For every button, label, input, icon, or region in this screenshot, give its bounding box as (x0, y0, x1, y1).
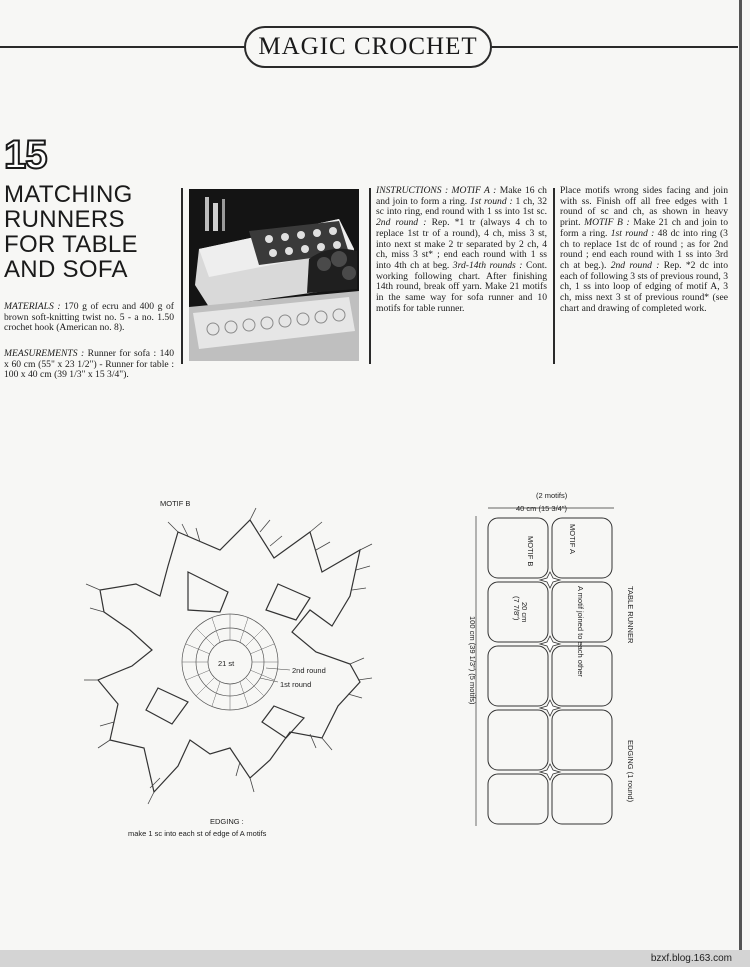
motif-b-stars (540, 572, 560, 780)
round-label: 2nd round : (610, 259, 660, 271)
edging-note: make 1 sc into each st of edge of A motifs (128, 829, 267, 838)
joined-note: A motif joined to each other (576, 586, 585, 677)
motifs-count-note: (2 motifs) (536, 491, 568, 500)
instructions-text: 1 ch, 32 sc into ring, end round with 1 ss into 1st sc. (376, 195, 547, 218)
instructions-column-1 (376, 186, 547, 314)
round-label: 1st round : (470, 195, 513, 207)
motif-size-inches: (7 7/8") (512, 596, 521, 621)
header-banner (244, 26, 492, 68)
motif-a-label: INSTRUCTIONS : MOTIF A : (376, 185, 497, 196)
materials-body: 170 g of ecru and 400 g of brown soft-knitting twist no. 5 - a no. 1.50 crochet hook (American no. 8). (4, 301, 174, 334)
round-label: 1st round : (610, 227, 655, 239)
pattern-title (4, 182, 174, 282)
runner-photo (189, 189, 359, 361)
instructions-text: Cont. working following chart. After finishing 14th round, break off yarn. Make 21 motifs in the same way for sofa runner and 10 motifs for table runner. (376, 259, 547, 314)
width-label: 40 cm (15 3/4") (516, 504, 568, 513)
round2-label: 2nd round (292, 666, 326, 675)
watermark-text: bzxf.blog.163.com (650, 953, 732, 964)
motif-a-label: MOTIF A (568, 524, 577, 554)
leader-line (266, 668, 290, 670)
instructions-text: 48 dc into ring (3 ch to replace 1st dc of round ; as for 2nd round ; end each round with 1 ss into 3rd ch at beg.). (560, 227, 728, 271)
instructions-text: Rep. *1 tr (always 4 ch to replace 1st tr of a round), 4 ch, miss 3 st, into next st make 2 tr separated by 2 ch, 4 ch, miss 3 st* ; end each round with 1 ss into 4th ch at beg. (376, 217, 548, 271)
pattern-number: 15 (4, 133, 47, 177)
materials-label: MATERIALS : (4, 301, 61, 312)
instructions-text: Rep. *2 dc into each of following 3 sts of previous round, 3 ch, 1 ss into loop of edging of motif A, 3 ch, miss next 3 st of previous round* (see chart and drawing of completed work. (560, 259, 728, 314)
title-line: RUNNERS (4, 206, 125, 233)
height-label: 100 cm (39 1/3") (5 motifs) (468, 616, 477, 705)
measurements-label: MEASUREMENTS : (4, 348, 85, 359)
instructions-text: Place motifs wrong sides facing and join with ss. Finish off all free edges with 1 round of sc and ch, as shown in heavy print. (560, 185, 728, 229)
column-rule (553, 188, 555, 364)
motif-b-chart (60, 492, 390, 852)
instructions-column-2 (560, 186, 728, 314)
materials-text (4, 302, 174, 334)
title-line: AND SOFA (4, 256, 128, 283)
round-label: 2nd round : (376, 217, 427, 229)
motif-b-label: MOTIF B : (584, 217, 630, 229)
magazine-title: MAGIC CROCHET (258, 33, 478, 60)
runner-layout-diagram (440, 486, 640, 836)
round1-label: 1st round (280, 680, 312, 689)
motif-b-label: MOTIF B (526, 536, 535, 567)
column-rule (369, 188, 371, 364)
runner-label: TABLE RUNNER (626, 586, 635, 644)
motif-size-label: 20 cm (520, 602, 529, 623)
center-label: 21 st (218, 659, 235, 668)
column-rule (181, 188, 183, 364)
footer-bar (0, 950, 750, 967)
page-edge (739, 0, 742, 950)
round-label: 3rd-14th rounds : (452, 259, 523, 271)
measurements-body: Runner for sofa : 140 x 60 cm (55" x 23 1/2") - Runner for table : 100 x 40 cm (39 1/3" x 15 3/4"). (4, 348, 174, 381)
edging-label: EDGING (1 round) (626, 740, 635, 803)
edging-title: EDGING : (210, 817, 244, 826)
photo-illustration (189, 189, 359, 361)
chart-title: MOTIF B (160, 499, 191, 508)
instructions-text: Make 16 ch and join to form a ring. (376, 185, 547, 207)
motif-outline (98, 520, 360, 792)
title-line: MATCHING (4, 181, 133, 208)
measurements-text (4, 349, 174, 381)
title-line: FOR TABLE (4, 231, 138, 258)
instructions-text: Make 21 ch and join to form a ring. (560, 217, 728, 239)
